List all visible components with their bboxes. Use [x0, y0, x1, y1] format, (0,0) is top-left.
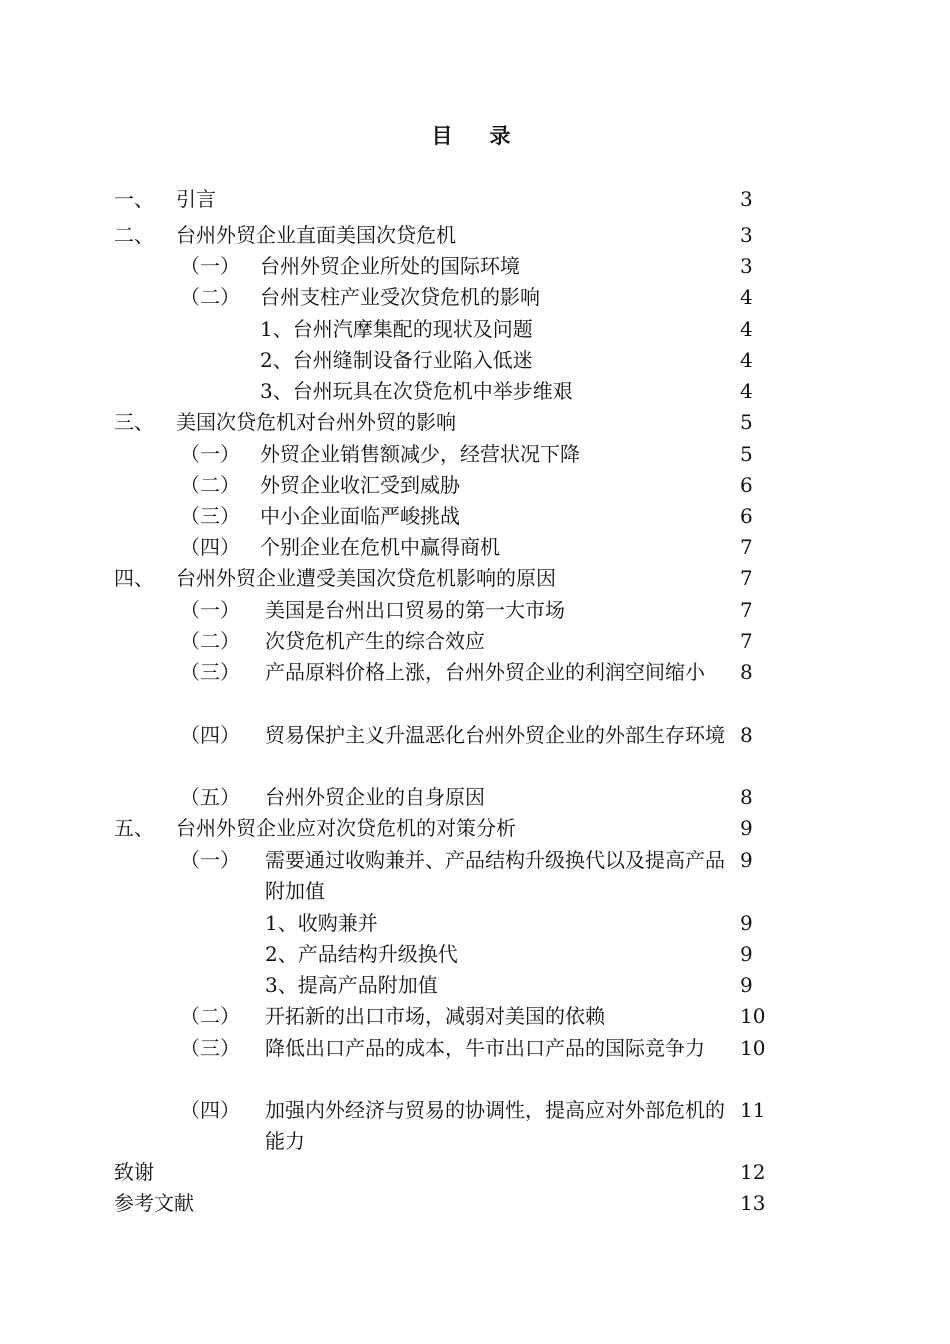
toc-entry-title: 贸易保护主义升温恶化台州外贸企业的外部生存环境: [265, 723, 725, 747]
toc-entry-number: （三）: [180, 504, 240, 528]
toc-entry-number: 一、: [114, 187, 154, 211]
toc-entry-page: 3: [740, 187, 753, 211]
toc-entry-title: 美国是台州出口贸易的第一大市场: [265, 598, 565, 622]
toc-entry-title: 降低出口产品的成本，牛市出口产品的国际竞争力: [265, 1036, 705, 1060]
toc-entry-page: 9: [740, 942, 753, 966]
toc-entry-number: （四）: [180, 1098, 240, 1122]
toc-entry-title: 3、提高产品附加值: [265, 973, 438, 997]
toc-entry-number: （四）: [180, 723, 240, 747]
toc-entry-page: 5: [740, 410, 753, 434]
toc-entry-title: 2、台州缝制设备行业陷入低迷: [260, 348, 533, 372]
toc-entry-title: 台州支柱产业受次贷危机的影响: [260, 285, 540, 309]
toc-entry-title: 台州外贸企业应对次贷危机的对策分析: [176, 816, 516, 840]
toc-entry-page: 3: [740, 254, 753, 278]
toc-entry-number: （二）: [180, 473, 240, 497]
toc-entry-title: 台州外贸企业所处的国际环境: [260, 254, 520, 278]
toc-entry-title: 中小企业面临严峻挑战: [260, 504, 460, 528]
toc-entry-title: 1、台州汽摩集配的现状及问题: [260, 317, 533, 341]
toc-entry-page: 4: [740, 285, 753, 309]
toc-entry-page: 7: [740, 629, 753, 653]
toc-entry-page: 9: [740, 816, 753, 840]
toc-entry-number: 二、: [114, 223, 154, 247]
toc-entry-page: 10: [740, 1036, 766, 1060]
page-title: 目 录: [431, 123, 519, 148]
toc-entry-page: 3: [740, 223, 753, 247]
toc-entry-number: （五）: [180, 785, 240, 809]
toc-entry-page: 5: [740, 442, 753, 466]
toc-entry-page: 4: [740, 379, 753, 403]
toc-entry-title: 外贸企业销售额减少，经营状况下降: [260, 442, 580, 466]
toc-entry-title: 台州外贸企业的自身原因: [265, 785, 485, 809]
toc-entry-page: 9: [740, 911, 753, 935]
toc-entry-title: 加强内外经济与贸易的协调性，提高应对外部危机的能力: [265, 1098, 725, 1153]
toc-entry-title: 次贷危机产生的综合效应: [265, 629, 485, 653]
toc-entry-number: （三）: [180, 660, 240, 684]
toc-entry-title: 个别企业在危机中赢得商机: [260, 535, 500, 559]
toc-entry-number: （三）: [180, 1036, 240, 1060]
toc-entry-page: 9: [740, 848, 753, 872]
toc-entry-page: 4: [740, 348, 753, 372]
toc-entry-page: 8: [740, 660, 753, 684]
toc-entry-page: 4: [740, 317, 753, 341]
toc-entry-number: 五、: [114, 816, 154, 840]
toc-entry-page: 10: [740, 1004, 766, 1028]
toc-entry-page: 7: [740, 566, 753, 590]
toc-entry-title: 致谢: [114, 1160, 154, 1184]
toc-entry-number: （一）: [180, 442, 240, 466]
toc-entry-page: 11: [740, 1098, 766, 1122]
toc-entry-number: 四、: [114, 566, 154, 590]
toc-entry-number: （四）: [180, 535, 240, 559]
toc-entry-number: 三、: [114, 410, 154, 434]
toc-entry-title: 1、收购兼并: [265, 911, 378, 935]
toc-entry-number: （二）: [180, 285, 240, 309]
toc-entry-page: 9: [740, 973, 753, 997]
toc-entry-title: 美国次贷危机对台州外贸的影响: [176, 410, 456, 434]
toc-entry-number: （一）: [180, 598, 240, 622]
toc-entry-title: 需要通过收购兼并、产品结构升级换代以及提高产品附加值: [265, 848, 725, 903]
toc-entry-page: 7: [740, 598, 753, 622]
toc-entry-title: 开拓新的出口市场，减弱对美国的依赖: [265, 1004, 605, 1028]
toc-entry-title: 产品原料价格上涨，台州外贸企业的利润空间缩小: [265, 660, 705, 684]
toc-entry-page: 6: [740, 504, 753, 528]
toc-entry-page: 12: [740, 1160, 766, 1184]
toc-entry-number: （一）: [180, 848, 240, 872]
toc-entry-title: 外贸企业收汇受到威胁: [260, 473, 460, 497]
toc-entry-title: 台州外贸企业遭受美国次贷危机影响的原因: [176, 566, 556, 590]
toc-entry-page: 8: [740, 723, 753, 747]
toc-entry-number: （二）: [180, 629, 240, 653]
toc-entry-page: 6: [740, 473, 753, 497]
toc-entry-title: 参考文献: [114, 1191, 194, 1215]
toc-entry-page: 7: [740, 535, 753, 559]
toc-entry-title: 2、产品结构升级换代: [265, 942, 458, 966]
toc-entry-number: （一）: [180, 254, 240, 278]
toc-entry-page: 8: [740, 785, 753, 809]
toc-entry-number: （二）: [180, 1004, 240, 1028]
toc-entry-title: 3、台州玩具在次贷危机中举步维艰: [260, 379, 573, 403]
toc-entry-page: 13: [740, 1191, 766, 1215]
toc-entry-title: 台州外贸企业直面美国次贷危机: [176, 223, 456, 247]
toc-entry-title: 引言: [176, 187, 216, 211]
